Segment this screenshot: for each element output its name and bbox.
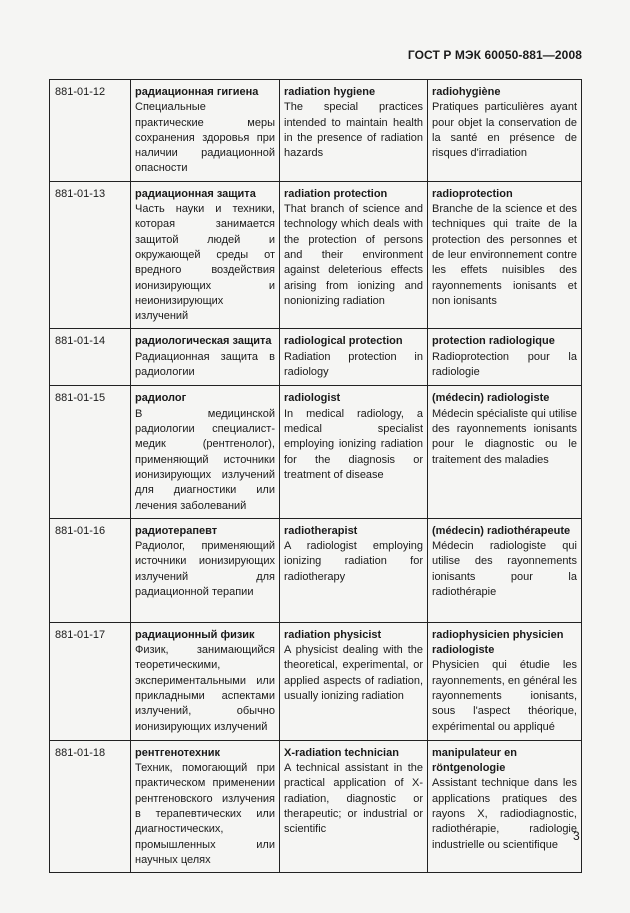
- en-term: radiological protection: [284, 335, 403, 348]
- document-header: ГОСТ Р МЭК 60050-881—2008: [407, 48, 582, 62]
- fr-cell: [428, 740, 582, 872]
- fr-cell: [428, 80, 582, 182]
- ru-definition: Часть науки и техники, которая занимается защитой людей и окружающей среды от вредного воздействия ионизирующих и неионизирующих излучений: [135, 203, 275, 323]
- table-row: [50, 181, 582, 329]
- term-number: 881-01-15: [50, 386, 131, 518]
- en-term: radiation hygiene: [284, 86, 376, 98]
- ru-cell: [131, 740, 280, 872]
- fr-term: (médecin) radiothérapeute: [432, 524, 571, 537]
- en-cell: [280, 622, 428, 740]
- ru-term: радиационный физик: [135, 628, 255, 641]
- ru-definition: Радиационная защита в радиологии: [135, 350, 275, 379]
- fr-cell: [428, 622, 582, 740]
- ru-cell: [131, 386, 280, 518]
- fr-definition: Assistant technique dans les applications pratiques des rayons X, radiodiagnostic, radiothérapie, radiologie industrielle ou scientifique: [432, 777, 577, 851]
- table-row: [50, 80, 582, 182]
- en-cell: [280, 329, 428, 386]
- term-number: 881-01-12: [50, 80, 131, 182]
- term-number: 881-01-18: [50, 740, 131, 872]
- ru-definition: В медицинской радиологии специалист-медик (рентгенолог), применяющий источники ионизирующих излучений для диагностики или лечения заболеваний: [135, 407, 275, 512]
- fr-term: manipulateur en röntgenologie: [432, 746, 517, 775]
- fr-cell: [428, 386, 582, 518]
- ru-cell: [131, 80, 280, 182]
- fr-term: (médecin) radiologiste: [432, 392, 550, 405]
- en-term: radiologist: [284, 392, 341, 405]
- table-row: [50, 740, 582, 872]
- en-definition: Radiation protection in radiology: [284, 350, 423, 379]
- page-number: 3: [573, 829, 580, 843]
- en-term: radiation protection: [284, 187, 388, 200]
- en-cell: [280, 181, 428, 329]
- en-definition: In medical radiology, a medical specialist employing ionizing radiation for the diagnosis or treatment of disease: [284, 407, 423, 481]
- table-row: [50, 518, 582, 622]
- ru-cell: [131, 518, 280, 622]
- ru-term: радиационная защита: [135, 187, 256, 200]
- fr-definition: Physicien qui étudie les rayonnements, en général les rayonnements ionisants, sous l'aspect théorique, expérimental ou appliqué: [432, 659, 577, 733]
- en-term: radiation physicist: [284, 628, 382, 641]
- fr-term: radiohygiène: [432, 86, 501, 98]
- ru-cell: [131, 329, 280, 386]
- table-row: [50, 386, 582, 518]
- ru-term: радиолог: [135, 392, 187, 405]
- en-definition: The special practices intended to maintain health in the presence of radiation hazards: [284, 101, 423, 160]
- en-definition: A technical assistant in the practical application of X-radiation, diagnostic or therapeutic; or industrial or scientific: [284, 762, 423, 836]
- ru-definition: Специальные практические меры сохранения здоровья при наличии радиационной опасности: [135, 101, 275, 175]
- fr-definition: Médecin radiologiste qui utilise des rayonnements ionisants pour la radiothérapie: [432, 540, 577, 599]
- fr-cell: [428, 329, 582, 386]
- en-cell: [280, 518, 428, 622]
- en-definition: A radiologist employing ionizing radiation for radiotherapy: [284, 540, 423, 583]
- ru-term: рентгенотехник: [135, 746, 221, 759]
- en-cell: [280, 386, 428, 518]
- term-number: 881-01-14: [50, 329, 131, 386]
- ru-cell: [131, 622, 280, 740]
- ru-cell: [131, 181, 280, 329]
- en-definition: A physicist dealing with the theoretical, experimental, or applied aspects of radiation, usually ionizing radiation: [284, 644, 423, 703]
- fr-definition: Pratiques particulières ayant pour objet la conservation de la santé en présence de risques d'irradiation: [432, 101, 577, 160]
- en-cell: [280, 80, 428, 182]
- ru-term: радиотерапевт: [135, 524, 218, 537]
- en-term: X-radiation technician: [284, 746, 399, 759]
- en-term: radiotherapist: [284, 524, 358, 537]
- term-number: 881-01-16: [50, 518, 131, 622]
- ru-definition: Радиолог, применяющий источники ионизирующих излучений для радиационной терапии: [135, 540, 275, 599]
- ru-term: радиационная гигиена: [135, 86, 259, 98]
- fr-term: radiophysicien physicien radiologiste: [432, 628, 564, 657]
- fr-definition: Radioprotection pour la radiologie: [432, 350, 577, 379]
- ru-definition: Техник, помогающий при практическом применении рентгеновского излучения в терапевтических или диагностических, промышленных или научных целях: [135, 762, 275, 866]
- table-row: [50, 329, 582, 386]
- fr-cell: [428, 181, 582, 329]
- fr-term: protection radiologique: [432, 335, 555, 348]
- fr-cell: [428, 518, 582, 622]
- fr-definition: Branche de la science et des techniques qui traite de la protection des personnes et de leur environnement contre les effets nuisibles des rayonnements ionisants et non ionisants: [432, 203, 577, 307]
- table-row: [50, 622, 582, 740]
- terms-table: [49, 79, 582, 873]
- en-cell: [280, 740, 428, 872]
- ru-definition: Физик, занимающийся теоретическими, экспериментальными или прикладными аспектами излучений, обычно ионизирующих излучений: [135, 644, 275, 733]
- en-definition: That branch of science and technology which deals with the protection of persons and their environment against deleterious effects arising from ionizing and nonionizing radiation: [284, 203, 423, 307]
- fr-definition: Médecin spécialiste qui utilise des rayonnements ionisants pour le diagnostic ou le traitement des maladies: [432, 407, 577, 466]
- term-number: 881-01-13: [50, 181, 131, 329]
- ru-term: радиологическая защита: [135, 335, 272, 348]
- fr-term: radioprotection: [432, 187, 513, 200]
- term-number: 881-01-17: [50, 622, 131, 740]
